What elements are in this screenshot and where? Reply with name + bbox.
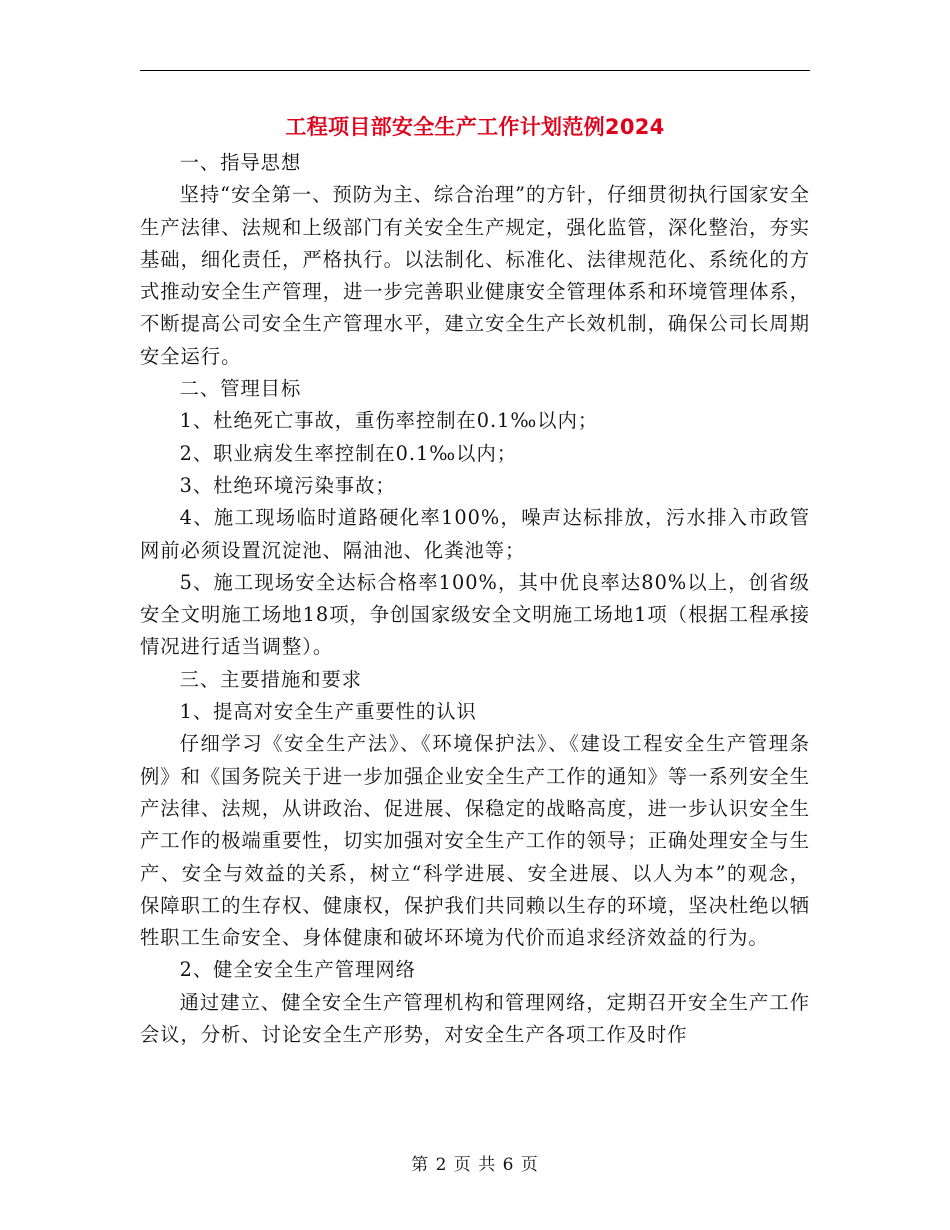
list-item: 1、杜绝死亡事故，重伤率控制在0.1‰以内；	[179, 409, 599, 433]
section-heading: 一、指导思想	[179, 151, 302, 174]
header-rule	[140, 70, 810, 71]
body-paragraph: 坚持“安全第一、预防为主、综合治理”的方针，仔细贯彻执行国家安全生产法律、法规和上级部门有关安全生产规定，强化监管，深化整治，夯实基础，细化责任，严格执行。以法制化、标准化、法律规范化、系统化的方式推动安全生产管理，进一步完善职业健康安全管理体系和环境管理体系，不断提高公司安全生产管理水平，建立安全生产长效机制，确保公司长周期安全运行。	[140, 183, 810, 368]
body-paragraph: 仔细学习《安全生产法》、《环境保护法》、《建设工程安全生产管理条例》和《国务院关于进一步加强企业安全生产工作的通知》等一系列安全生产法律、法规，从讲政治、促进展、保稳定的战略高度，进一步认识安全生产工作的极端重要性，切实加强对安全生产工作的领导；正确处理安全与生产、安全与效益的关系，树立“科学进展、安全进展、以人为本”的观念，保障职工的生存权、健康权，保护我们共同赖以生存的环境，坚决杜绝以牺牲职工生命安全、身体健康和破坏环境为代价而追求经济效益的行为。	[140, 732, 810, 950]
list-item: 2、职业病发生率控制在0.1‰以内；	[179, 441, 518, 465]
section-heading: 三、主要措施和要求	[179, 667, 363, 691]
list-item: 4、施工现场临时道路硬化率100%，噪声达标排放，污水排入市政管网前必须设置沉淀池、隔油池、化粪池等；	[140, 506, 810, 562]
subsection-heading: 2、健全安全生产管理网络	[179, 958, 416, 982]
section-heading: 二、管理目标	[179, 377, 302, 401]
subsection-heading: 1、提高对安全生产重要性的认识	[179, 700, 477, 724]
list-item: 3、杜绝环境污染事故；	[179, 473, 396, 497]
page-number-footer: 第 2 页 共 6 页	[411, 1155, 539, 1175]
body-paragraph: 通过建立、健全安全生产管理机构和管理网络，定期召开安全生产工作会议，分析、讨论安全生产形势，对安全生产各项工作及时作	[140, 990, 810, 1047]
document-title: 工程项目部安全生产工作计划范例2024	[285, 115, 665, 139]
document-body	[140, 147, 810, 1051]
list-item: 5、施工现场安全达标合格率100%，其中优良率达80%以上，创省级安全文明施工场地18项，争创国家级安全文明施工场地1项（根据工程承接情况进行适当调整）。	[140, 570, 810, 659]
